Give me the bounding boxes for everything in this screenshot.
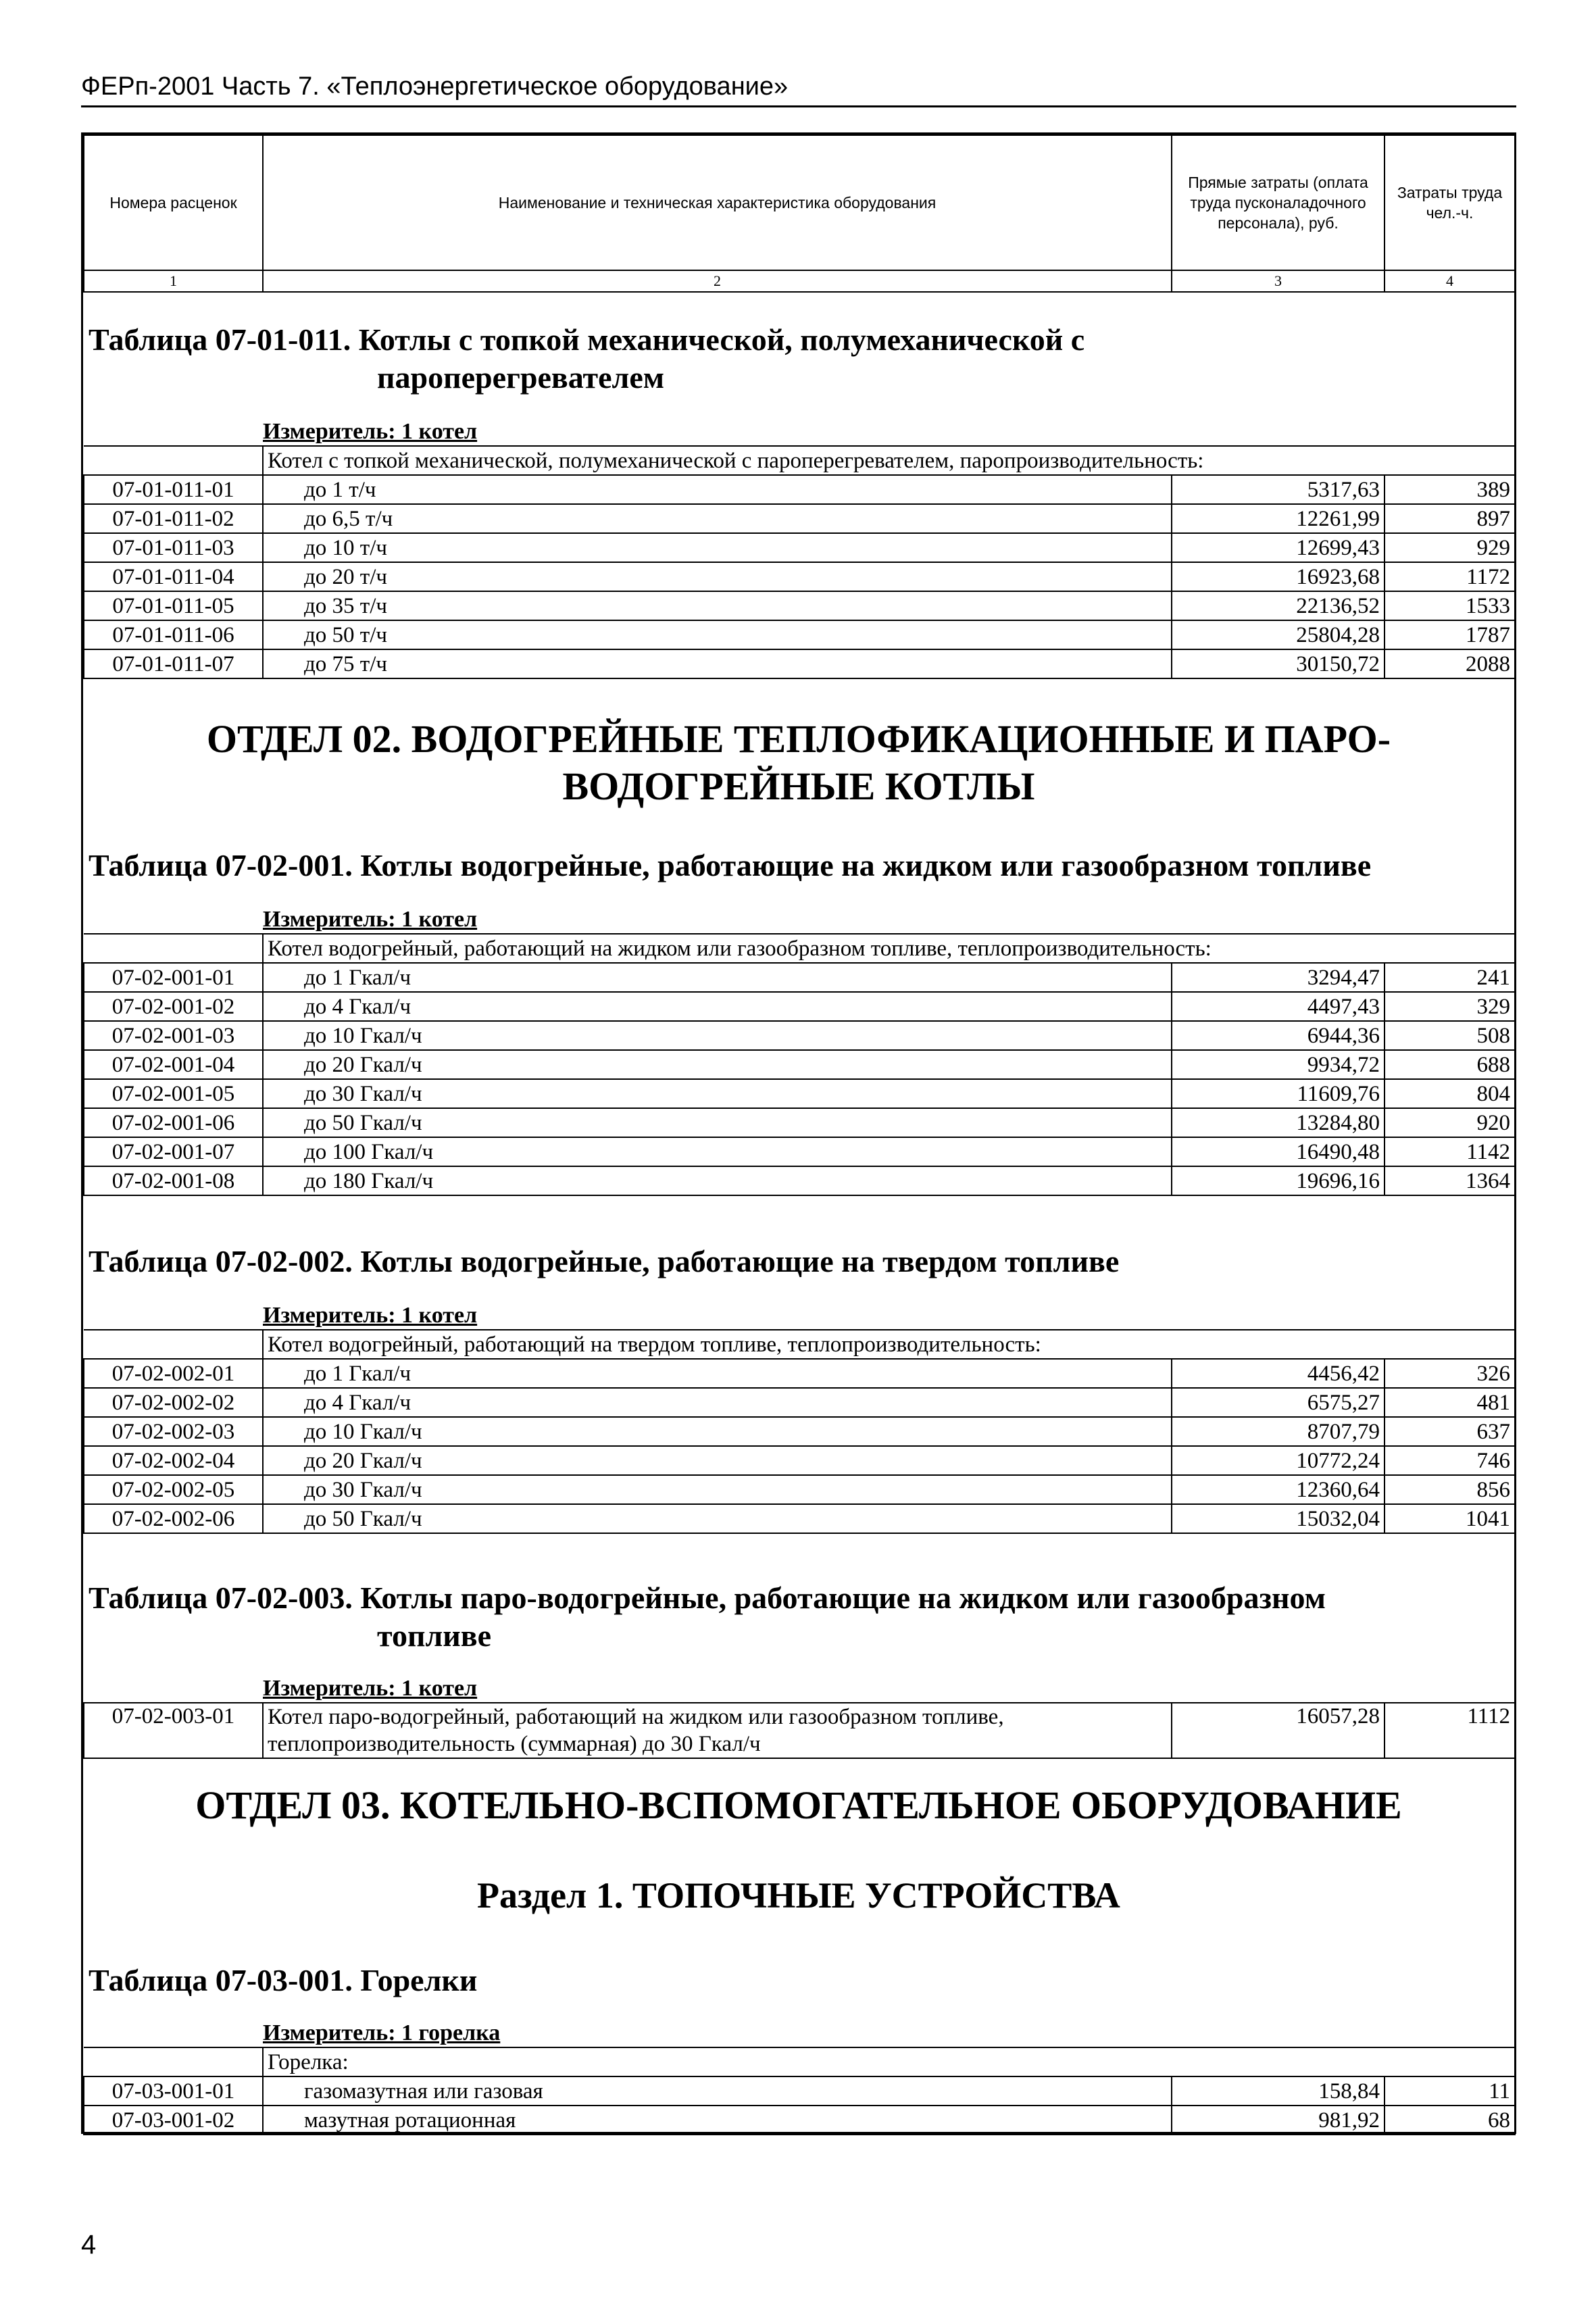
rate-labor: 804 bbox=[1385, 1079, 1515, 1108]
rate-labor: 637 bbox=[1385, 1417, 1515, 1446]
intro-row: Котел водогрейный, работающий на жидком или газообразном топливе, теплопроизводительность: bbox=[263, 934, 1515, 963]
rate-labor: 1787 bbox=[1385, 620, 1515, 649]
table-title-07-02-002: Таблица 07-02-002. Котлы водогрейные, работающие на твердом топливе bbox=[89, 1244, 1120, 1278]
rate-description: до 20 Гкал/ч bbox=[263, 1050, 1172, 1079]
rate-cost: 16490,48 bbox=[1172, 1137, 1385, 1166]
table-row bbox=[84, 1079, 1515, 1108]
blank-cell bbox=[84, 1330, 263, 1359]
table-title-07-03-001: Таблица 07-03-001. Горелки bbox=[89, 1963, 478, 1997]
measure-07-02-001 bbox=[263, 906, 477, 933]
rate-description: до 20 Гкал/ч bbox=[263, 1446, 1172, 1475]
table-row bbox=[84, 963, 1515, 992]
rate-description: до 50 Гкал/ч bbox=[263, 1504, 1172, 1533]
measure-text: Измеритель: 1 котел bbox=[263, 419, 478, 444]
table-row bbox=[84, 1108, 1515, 1137]
rate-description: до 6,5 т/ч bbox=[263, 504, 1172, 533]
table-row bbox=[84, 562, 1515, 591]
rate-description-line1: Котел паро-водогрейный, работающий на жидком или газообразном топливе, bbox=[268, 1705, 1004, 1729]
rate-code: 07-02-002-01 bbox=[84, 1359, 263, 1388]
rate-labor: 688 bbox=[1385, 1050, 1515, 1079]
rate-description: до 75 т/ч bbox=[263, 649, 1172, 678]
rate-labor: 2088 bbox=[1385, 649, 1515, 678]
rate-code: 07-02-002-03 bbox=[84, 1417, 263, 1446]
rate-code: 07-02-001-08 bbox=[84, 1166, 263, 1195]
rate-code: 07-02-002-05 bbox=[84, 1475, 263, 1504]
rate-cost: 158,84 bbox=[1172, 2076, 1385, 2106]
measure-07-02-003 bbox=[263, 1675, 477, 1702]
table-row bbox=[84, 591, 1515, 620]
rate-cost: 16057,28 bbox=[1172, 1703, 1385, 1758]
rate-description: до 10 т/ч bbox=[263, 533, 1172, 562]
section-02-line1: ОТДЕЛ 02. ВОДОГРЕЙНЫЕ ТЕПЛОФИКАЦИОННЫЕ И ПАРО- bbox=[206, 717, 1391, 761]
rate-description: до 20 т/ч bbox=[263, 562, 1172, 591]
measure-text: Измеритель: 1 котел bbox=[263, 907, 478, 932]
rate-cost: 12699,43 bbox=[1172, 533, 1385, 562]
rate-cost: 22136,52 bbox=[1172, 591, 1385, 620]
table-row bbox=[84, 1703, 1515, 1758]
table-row bbox=[84, 1475, 1515, 1504]
table-title-07-01-011 bbox=[89, 321, 1084, 397]
intro-row: Котел с топкой механической, полумеханической с пароперегревателем, паропроизводительность: bbox=[263, 446, 1515, 475]
table-row bbox=[84, 475, 1515, 504]
rate-cost: 15032,04 bbox=[1172, 1504, 1385, 1533]
rate-cost: 9934,72 bbox=[1172, 1050, 1385, 1079]
rate-labor: 1364 bbox=[1385, 1166, 1515, 1195]
rate-code: 07-02-003-01 bbox=[84, 1703, 263, 1758]
measure-text: Измеритель: 1 котел bbox=[263, 1303, 478, 1328]
rate-code: 07-02-001-03 bbox=[84, 1021, 263, 1050]
data-table-07-03-001 bbox=[83, 2047, 1516, 2135]
intro-row: Горелка: bbox=[263, 2047, 1515, 2076]
table-title-line1: Таблица 07-01-011. Котлы с топкой механической, полумеханической с bbox=[89, 322, 1085, 357]
col-number-1: 1 bbox=[84, 270, 263, 292]
page-header: ФЕРп-2001 Часть 7. «Теплоэнергетическое оборудование» bbox=[81, 70, 1516, 107]
rate-description: до 1 т/ч bbox=[263, 475, 1172, 504]
rate-code: 07-02-001-01 bbox=[84, 963, 263, 992]
table-row bbox=[84, 1050, 1515, 1079]
rate-code: 07-03-001-02 bbox=[84, 2106, 263, 2135]
rate-description: до 30 Гкал/ч bbox=[263, 1079, 1172, 1108]
rate-labor: 920 bbox=[1385, 1108, 1515, 1137]
data-table-07-02-001 bbox=[83, 933, 1516, 1196]
rate-labor: 746 bbox=[1385, 1446, 1515, 1475]
rate-description: до 180 Гкал/ч bbox=[263, 1166, 1172, 1195]
rate-labor: 929 bbox=[1385, 533, 1515, 562]
rate-code: 07-02-001-06 bbox=[84, 1108, 263, 1137]
blank-cell bbox=[84, 446, 263, 475]
rate-code: 07-01-011-05 bbox=[84, 591, 263, 620]
rate-description: до 10 Гкал/ч bbox=[263, 1021, 1172, 1050]
blank-cell bbox=[84, 2047, 263, 2076]
blank-cell bbox=[84, 934, 263, 963]
table-row bbox=[84, 620, 1515, 649]
rate-cost: 19696,16 bbox=[1172, 1166, 1385, 1195]
measure-07-01-011 bbox=[263, 418, 477, 445]
section-03-subtitle: Раздел 1. ТОПОЧНЫЕ УСТРОЙСТВА bbox=[477, 1875, 1120, 1916]
table-row bbox=[84, 2106, 1515, 2135]
rate-code: 07-02-001-07 bbox=[84, 1137, 263, 1166]
section-03-title: ОТДЕЛ 03. КОТЕЛЬНО-ВСПОМОГАТЕЛЬНОЕ ОБОРУДОВАНИЕ bbox=[195, 1783, 1402, 1827]
rate-code: 07-01-011-04 bbox=[84, 562, 263, 591]
measure-text: Измеритель: 1 котел bbox=[263, 1676, 478, 1701]
rate-code: 07-01-011-07 bbox=[84, 649, 263, 678]
rate-description: до 4 Гкал/ч bbox=[263, 992, 1172, 1021]
intro-row: Котел водогрейный, работающий на твердом топливе, теплопроизводительность: bbox=[263, 1330, 1515, 1359]
rate-labor: 897 bbox=[1385, 504, 1515, 533]
table-row bbox=[84, 533, 1515, 562]
table-row bbox=[84, 1021, 1515, 1050]
column-header-table bbox=[83, 134, 1516, 293]
rate-labor: 1112 bbox=[1385, 1703, 1515, 1758]
rate-labor: 481 bbox=[1385, 1388, 1515, 1417]
rate-description bbox=[263, 1703, 1172, 1758]
rate-cost: 5317,63 bbox=[1172, 475, 1385, 504]
rate-description: газомазутная или газовая bbox=[263, 2076, 1172, 2106]
data-table-07-01-011 bbox=[83, 445, 1516, 679]
rate-cost: 4497,43 bbox=[1172, 992, 1385, 1021]
measure-07-02-002 bbox=[263, 1302, 477, 1329]
data-table-07-02-002 bbox=[83, 1329, 1516, 1534]
rate-code: 07-01-011-06 bbox=[84, 620, 263, 649]
rate-description: до 1 Гкал/ч bbox=[263, 963, 1172, 992]
table-row bbox=[84, 1359, 1515, 1388]
table-row bbox=[84, 504, 1515, 533]
rate-labor: 326 bbox=[1385, 1359, 1515, 1388]
rate-cost: 6944,36 bbox=[1172, 1021, 1385, 1050]
rate-cost: 8707,79 bbox=[1172, 1417, 1385, 1446]
rate-cost: 4456,42 bbox=[1172, 1359, 1385, 1388]
rate-description: до 10 Гкал/ч bbox=[263, 1417, 1172, 1446]
table-title-line2: пароперегревателем bbox=[377, 360, 665, 395]
rate-code: 07-03-001-01 bbox=[84, 2076, 263, 2106]
table-row bbox=[84, 649, 1515, 678]
rate-cost: 10772,24 bbox=[1172, 1446, 1385, 1475]
rate-labor: 1041 bbox=[1385, 1504, 1515, 1533]
section-02-line2: ВОДОГРЕЙНЫЕ КОТЛЫ bbox=[562, 764, 1035, 808]
rate-labor: 1533 bbox=[1385, 591, 1515, 620]
rate-cost: 6575,27 bbox=[1172, 1388, 1385, 1417]
rate-labor: 508 bbox=[1385, 1021, 1515, 1050]
rate-code: 07-02-002-02 bbox=[84, 1388, 263, 1417]
rate-cost: 16923,68 bbox=[1172, 562, 1385, 591]
rate-code: 07-02-001-04 bbox=[84, 1050, 263, 1079]
col-number-2: 2 bbox=[263, 270, 1172, 292]
table-row bbox=[84, 1137, 1515, 1166]
rate-description-line2: теплопроизводительность (суммарная) до 30 Гкал/ч bbox=[268, 1732, 761, 1756]
rate-labor: 329 bbox=[1385, 992, 1515, 1021]
table-row bbox=[84, 1166, 1515, 1195]
table-title-07-02-001: Таблица 07-02-001. Котлы водогрейные, работающие на жидком или газообразном топливе bbox=[89, 848, 1372, 882]
table-row bbox=[84, 1504, 1515, 1533]
rate-description: до 50 Гкал/ч bbox=[263, 1108, 1172, 1137]
col-header-cost: Прямые затраты (оплата труда пусконаладочного персонала), руб. bbox=[1172, 135, 1385, 270]
rate-description: до 30 Гкал/ч bbox=[263, 1475, 1172, 1504]
col-header-codes: Номера расценок bbox=[84, 135, 263, 270]
table-row bbox=[84, 1446, 1515, 1475]
rate-description: мазутная ротационная bbox=[263, 2106, 1172, 2135]
rate-cost: 30150,72 bbox=[1172, 649, 1385, 678]
rate-labor: 68 bbox=[1385, 2106, 1515, 2135]
table-row bbox=[84, 1417, 1515, 1446]
rate-labor: 11 bbox=[1385, 2076, 1515, 2106]
page-number: 4 bbox=[81, 2230, 97, 2260]
rate-code: 07-01-011-03 bbox=[84, 533, 263, 562]
rate-cost: 11609,76 bbox=[1172, 1079, 1385, 1108]
rate-labor: 856 bbox=[1385, 1475, 1515, 1504]
rate-cost: 13284,80 bbox=[1172, 1108, 1385, 1137]
measure-07-03-001 bbox=[263, 2020, 500, 2047]
rate-code: 07-01-011-01 bbox=[84, 475, 263, 504]
table-row bbox=[84, 992, 1515, 1021]
col-header-name: Наименование и техническая характеристика оборудования bbox=[263, 135, 1172, 270]
rate-description: до 100 Гкал/ч bbox=[263, 1137, 1172, 1166]
rate-cost: 25804,28 bbox=[1172, 620, 1385, 649]
rate-cost: 12360,64 bbox=[1172, 1475, 1385, 1504]
table-title-line2: топливе bbox=[377, 1618, 492, 1653]
rate-description: до 1 Гкал/ч bbox=[263, 1359, 1172, 1388]
data-table-07-02-003 bbox=[83, 1702, 1516, 1759]
rate-code: 07-02-001-02 bbox=[84, 992, 263, 1021]
rate-labor: 1172 bbox=[1385, 562, 1515, 591]
rate-labor: 389 bbox=[1385, 475, 1515, 504]
table-row bbox=[84, 2076, 1515, 2106]
rate-code: 07-01-011-02 bbox=[84, 504, 263, 533]
col-number-3: 3 bbox=[1172, 270, 1385, 292]
content-frame bbox=[81, 132, 1516, 2134]
rate-cost: 12261,99 bbox=[1172, 504, 1385, 533]
rate-description: до 50 т/ч bbox=[263, 620, 1172, 649]
col-header-labor: Затраты труда чел.-ч. bbox=[1385, 135, 1515, 270]
rate-cost: 981,92 bbox=[1172, 2106, 1385, 2135]
col-number-4: 4 bbox=[1385, 270, 1515, 292]
rate-code: 07-02-002-06 bbox=[84, 1504, 263, 1533]
rate-labor: 241 bbox=[1385, 963, 1515, 992]
rate-labor: 1142 bbox=[1385, 1137, 1515, 1166]
table-row bbox=[84, 1388, 1515, 1417]
rate-cost: 3294,47 bbox=[1172, 963, 1385, 992]
table-title-07-02-003 bbox=[89, 1579, 1326, 1655]
section-02-title bbox=[83, 716, 1514, 810]
table-title-line1: Таблица 07-02-003. Котлы паро-водогрейные, работающие на жидком или газообразном bbox=[89, 1580, 1326, 1615]
rate-code: 07-02-001-05 bbox=[84, 1079, 263, 1108]
rate-description: до 4 Гкал/ч bbox=[263, 1388, 1172, 1417]
rate-description: до 35 т/ч bbox=[263, 591, 1172, 620]
rate-code: 07-02-002-04 bbox=[84, 1446, 263, 1475]
measure-text: Измеритель: 1 горелка bbox=[263, 2020, 501, 2045]
